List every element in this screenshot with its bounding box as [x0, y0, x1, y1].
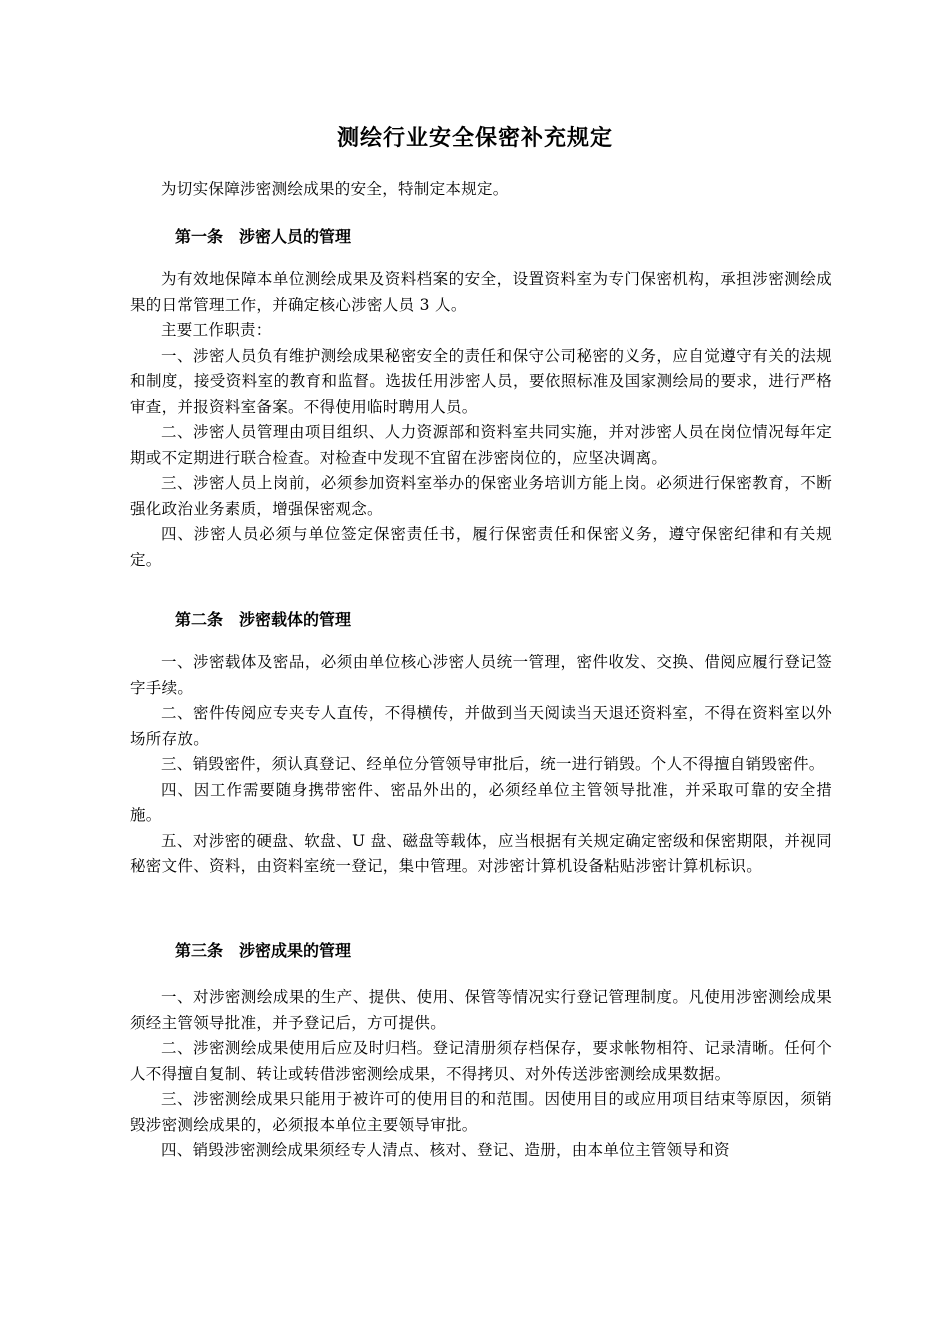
- article3-paragraph: 一、对涉密测绘成果的生产、提供、使用、保管等情况实行登记管理制度。凡使用涉密测绘成果须经主管领导批准，并予登记后，方可提供。: [130, 988, 832, 1032]
- article2-paragraph: 五、对涉密的硬盘、软盘、U 盘、磁盘等载体，应当根据有关规定确定密级和保密期限，并视同秘密文件、资料，由资料室统一登记，集中管理。对涉密计算机设备粘贴涉密计算机标识。: [130, 831, 832, 875]
- article2-heading: 第二条 涉密载体的管理: [175, 610, 352, 629]
- intro-block: [130, 177, 832, 203]
- article3-paragraph: 四、销毁涉密测绘成果须经专人清点、核对、登记、造册，由本单位主管领导和资: [161, 1141, 730, 1159]
- article2-paragraph: 二、密件传阅应专夹专人直传，不得横传，并做到当天阅读当天退还资料室，不得在资料室以外场所存放。: [130, 704, 832, 748]
- article2-paragraph: 一、涉密载体及密品，必须由单位核心涉密人员统一管理，密件收发、交换、借阅应履行登记签字手续。: [130, 653, 832, 697]
- article2-paragraph: 四、因工作需要随身携带密件、密品外出的，必须经单位主管领导批准，并采取可靠的安全措施。: [130, 780, 832, 824]
- article3-heading: 第三条 涉密成果的管理: [175, 941, 352, 960]
- article2-body: [130, 650, 832, 880]
- article3-paragraph: 二、涉密测绘成果使用后应及时归档。登记清册须存档保存，要求帐物相符、记录清晰。任何个人不得擅自复制、转让或转借涉密测绘成果，不得拷贝、对外传送涉密测绘成果数据。: [130, 1039, 832, 1083]
- article1-paragraph: 主要工作职责：: [161, 321, 272, 339]
- article1-paragraph: 三、涉密人员上岗前，必须参加资料室举办的保密业务培训方能上岗。必须进行保密教育，不断强化政治业务素质，增强保密观念。: [130, 474, 832, 518]
- article2-paragraph: 三、销毁密件，须认真登记、经单位分管领导审批后，统一进行销毁。个人不得擅自销毁密件。: [161, 755, 825, 773]
- article1-paragraph: 二、涉密人员管理由项目组织、人力资源部和资料室共同实施，并对涉密人员在岗位情况每年定期或不定期进行联合检查。对检查中发现不宜留在涉密岗位的，应坚决调离。: [130, 423, 832, 467]
- intro-paragraph: 为切实保障涉密测绘成果的安全，特制定本规定。: [161, 180, 509, 198]
- article3-body: [130, 985, 832, 1164]
- article3-paragraph: 三、涉密测绘成果只能用于被许可的使用目的和范围。因使用目的或应用项目结束等原因，须销毁涉密测绘成果的，必须报本单位主要领导审批。: [130, 1090, 832, 1134]
- article1-paragraph: 一、涉密人员负有维护测绘成果秘密安全的责任和保守公司秘密的义务，应自觉遵守有关的法规和制度，接受资料室的教育和监督。选拔任用涉密人员，要依照标准及国家测绘局的要求，进行严格审查，并报资料室备案。不得使用临时聘用人员。: [130, 346, 832, 416]
- document-title: 测绘行业安全保密补充规定: [336, 126, 613, 151]
- article1-body: [130, 267, 832, 573]
- article1-paragraph: 四、涉密人员必须与单位签定保密责任书，履行保密责任和保密义务，遵守保密纪律和有关规定。: [130, 525, 832, 569]
- article1-paragraph: 为有效地保障本单位测绘成果及资料档案的安全，设置资料室为专门保密机构，承担涉密测绘成果的日常管理工作，并确定核心涉密人员 3 人。: [130, 270, 832, 314]
- article1-heading: 第一条 涉密人员的管理: [175, 227, 352, 246]
